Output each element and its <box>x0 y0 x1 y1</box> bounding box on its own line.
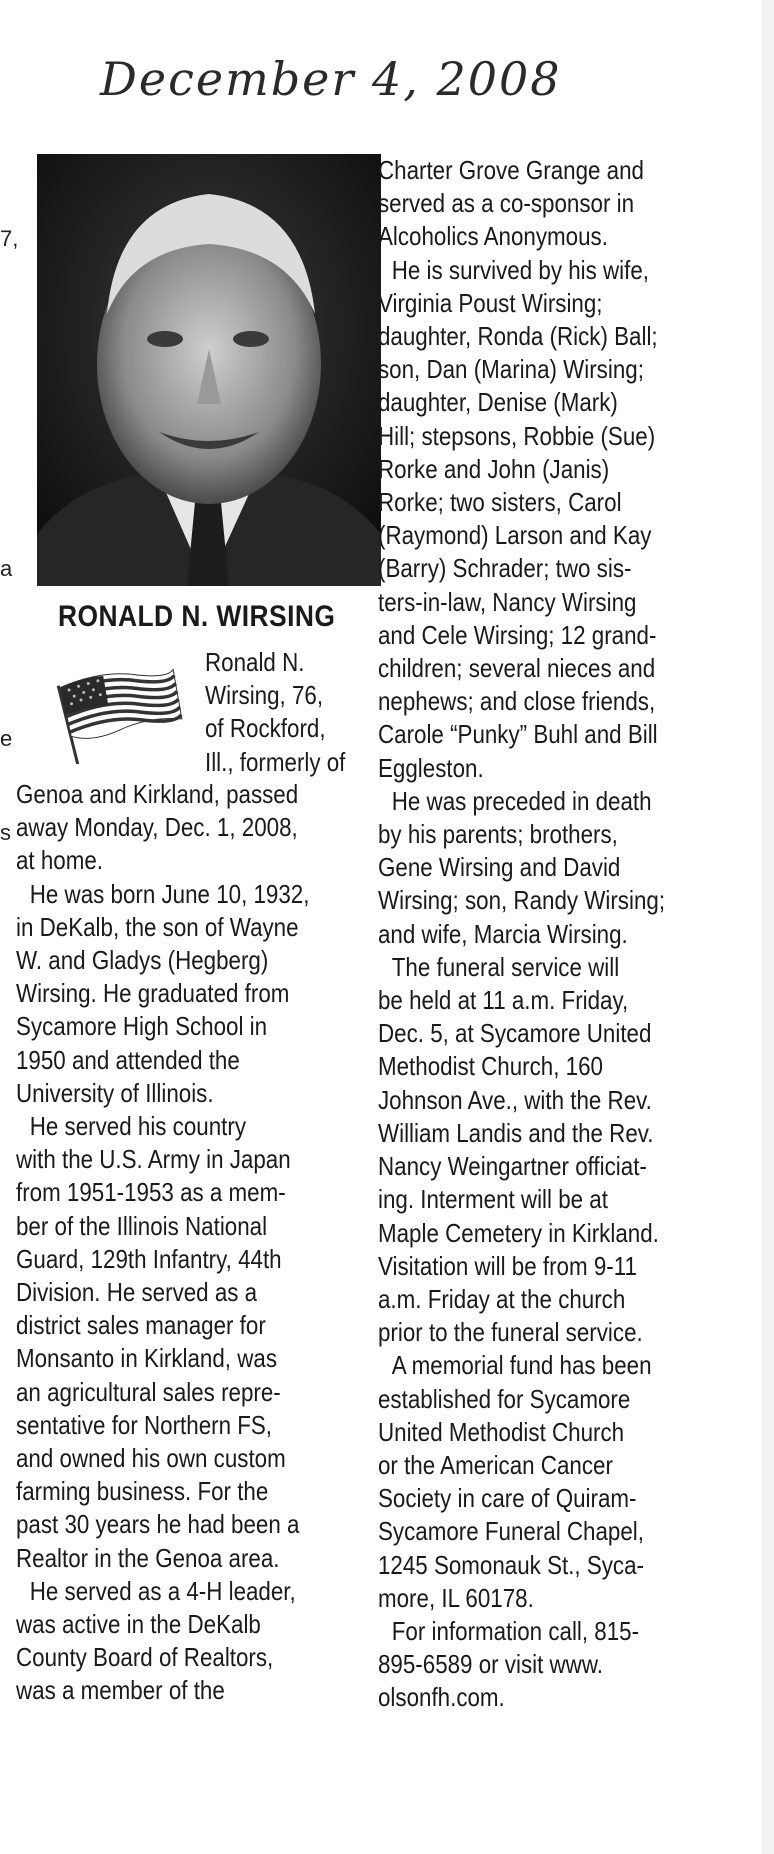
text-line: more, IL 60178. <box>378 1582 534 1613</box>
text-line: Nancy Weingartner officiat- <box>378 1151 647 1182</box>
text-line: from 1951-1953 as a mem- <box>16 1177 286 1208</box>
text-line: He is survived by his wife, <box>391 254 649 285</box>
text-line: daughter, Ronda (Rick) Ball; <box>378 321 658 352</box>
text-line: Dec. 5, at Sycamore United <box>378 1018 652 1049</box>
text-line: established for Sycamore <box>378 1383 631 1414</box>
text-line: with the U.S. Army in Japan <box>16 1144 291 1175</box>
text-line: Rorke; two sisters, Carol <box>378 487 622 518</box>
text-line: Guard, 129th Infantry, 44th <box>16 1243 282 1274</box>
text-line: and Cele Wirsing; 12 grand- <box>378 619 657 650</box>
text-line: past 30 years he had been a <box>16 1509 300 1540</box>
text-line: at home. <box>16 845 104 876</box>
text-line: A memorial fund has been <box>391 1350 652 1381</box>
text-line: He was preceded in death <box>391 785 652 816</box>
text-line: 1950 and attended the <box>16 1044 240 1075</box>
text-line: (Barry) Schrader; two sis- <box>378 553 632 584</box>
text-line: Methodist Church, 160 <box>378 1051 603 1082</box>
text-line: For information call, 815- <box>391 1615 640 1646</box>
text-line: Wirsing, 76, <box>205 680 324 711</box>
text-line: was active in the DeKalb <box>16 1609 261 1640</box>
adjacent-column-fragments <box>0 0 19 1854</box>
text-line: Visitation will be from 9-11 <box>378 1250 637 1281</box>
text-line: He served his country <box>29 1111 247 1142</box>
text-line: daughter, Denise (Mark) <box>378 387 618 418</box>
text-line: son, Dan (Marina) Wirsing; <box>378 354 644 385</box>
text-line: Charter Grove Grange and <box>378 155 644 185</box>
text-line: was a member of the <box>16 1675 225 1706</box>
text-line: away Monday, Dec. 1, 2008, <box>16 812 298 843</box>
text-line: University of Illinois. <box>16 1077 214 1108</box>
text-line: a.m. Friday at the church <box>378 1283 626 1314</box>
text-line: Sycamore High School in <box>16 1011 268 1042</box>
text-line: ing. Interment will be at <box>378 1184 608 1215</box>
text-line: Hill; stepsons, Robbie (Sue) <box>378 420 656 451</box>
text-line: children; several nieces and <box>378 653 656 684</box>
text-line: nephews; and close friends, <box>378 686 656 717</box>
text-line: served as a co-sponsor in <box>378 188 635 219</box>
text-line: He was born June 10, 1932, <box>29 878 310 909</box>
text-line: The funeral service will <box>391 951 620 982</box>
text-line: (Raymond) Larson and Kay <box>378 520 652 551</box>
text-line: Johnson Ave., with the Rev. <box>378 1084 652 1115</box>
text-line: W. and Gladys (Hegberg) <box>16 945 269 976</box>
text-line: Wirsing; son, Randy Wirsing; <box>378 885 666 916</box>
text-line: Realtor in the Genoa area. <box>16 1542 280 1573</box>
text-line: and owned his own custom <box>16 1443 286 1474</box>
text-line: Ill., formerly of <box>205 746 346 777</box>
text-line: He served as a 4-H leader, <box>29 1575 296 1606</box>
edge-fragment: a <box>0 556 13 581</box>
text-line: 895-6589 or visit www. <box>378 1649 603 1680</box>
text-line: district sales manager for <box>16 1310 266 1341</box>
text-line: Virginia Poust Wirsing; <box>378 287 603 318</box>
text-line: of Rockford, <box>205 713 326 744</box>
text-line: farming business. For the <box>16 1476 269 1507</box>
text-line: olsonfh.com. <box>378 1682 505 1713</box>
text-line: Carole “Punky” Buhl and Bill <box>378 719 658 750</box>
lead-paragraph-wrap <box>205 646 368 779</box>
text-line: Rorke and John (Janis) <box>378 453 610 484</box>
edge-fragment: s <box>0 820 11 845</box>
text-line: Eggleston. <box>378 752 484 783</box>
text-line: in DeKalb, the son of Wayne <box>16 911 299 942</box>
text-line: County Board of Realtors, <box>16 1642 274 1673</box>
text-line: ber of the Illinois National <box>16 1210 268 1241</box>
handwritten-date: December 4, 2008 <box>100 52 562 106</box>
edge-fragment: e <box>0 726 13 751</box>
text-line: Maple Cemetery in Kirkland. <box>378 1217 659 1248</box>
right-column <box>378 154 712 1715</box>
edge-fragment: 7, <box>0 226 19 251</box>
obituary-headline: RONALD N. WIRSING <box>58 600 336 633</box>
text-line: Society in care of Quiram- <box>378 1483 637 1514</box>
text-line: Genoa and Kirkland, passed <box>16 779 299 809</box>
text-line: United Methodist Church <box>378 1416 625 1447</box>
text-line: ters-in-law, Nancy Wirsing <box>378 586 637 617</box>
text-line: Alcoholics Anonymous. <box>378 221 608 252</box>
text-line: be held at 11 a.m. Friday, <box>378 985 629 1016</box>
text-line: William Landis and the Rev. <box>378 1117 654 1148</box>
text-line: and wife, Marcia Wirsing. <box>378 918 628 949</box>
text-line: Monsanto in Kirkland, was <box>16 1343 277 1374</box>
left-column <box>16 778 357 1708</box>
text-line: Gene Wirsing and David <box>378 852 621 883</box>
text-line: Division. He served as a <box>16 1277 258 1308</box>
text-line: Ronald N. <box>205 647 305 677</box>
text-line: 1245 Somonauk St., Syca- <box>378 1549 644 1580</box>
text-line: Wirsing. He graduated from <box>16 978 290 1009</box>
text-line: prior to the funeral service. <box>378 1317 643 1348</box>
american-flag-icon <box>48 664 186 764</box>
text-line: by his parents; brothers, <box>378 819 618 850</box>
text-line: an agricultural sales repre- <box>16 1376 281 1407</box>
scan-edge <box>762 0 774 1854</box>
portrait-photo <box>37 154 381 586</box>
text-line: Sycamore Funeral Chapel, <box>378 1516 644 1547</box>
text-line: or the American Cancer <box>378 1449 613 1480</box>
text-line: sentative for Northern FS, <box>16 1409 273 1440</box>
